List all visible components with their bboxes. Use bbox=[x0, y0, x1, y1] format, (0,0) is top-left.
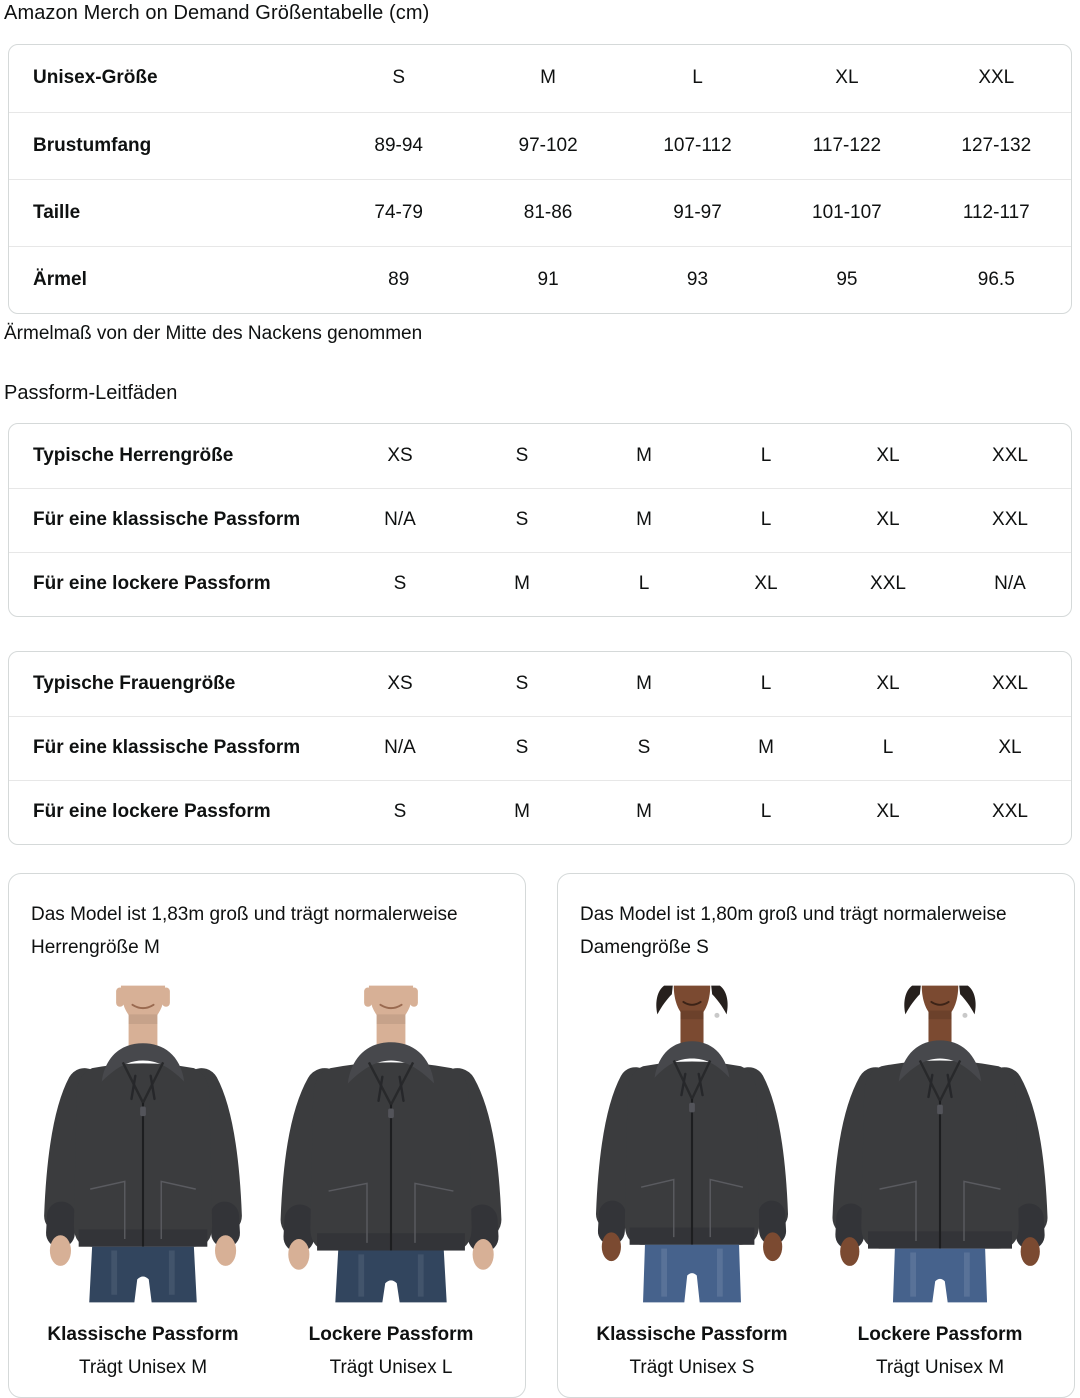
male-model-card bbox=[8, 873, 526, 1398]
table-row bbox=[9, 780, 1071, 844]
male-classic-illustration bbox=[23, 979, 263, 1309]
measure-value: 93 bbox=[686, 268, 709, 290]
fit-value: L bbox=[760, 509, 772, 531]
row-label: Brustumfang bbox=[33, 134, 152, 156]
photo-caption bbox=[572, 1323, 812, 1380]
sleeve-footnote: Ärmelmaß von der Mitte des Nackens genommen bbox=[4, 323, 423, 344]
fit-size: Trägt Unisex S bbox=[629, 1356, 755, 1378]
fit-guides-heading: Passform-Leitfäden bbox=[4, 382, 178, 404]
row-label: Typische Herrengröße bbox=[33, 444, 234, 466]
model-jeans bbox=[335, 1251, 446, 1303]
model-description: Das Model ist 1,80m groß und trägt normalerweise Damengröße S bbox=[580, 904, 1007, 958]
fit-value: XL bbox=[876, 509, 900, 531]
fit-value: XXL bbox=[992, 444, 1028, 466]
measure-value: 89 bbox=[388, 268, 410, 290]
photo-row bbox=[572, 979, 1060, 1309]
fit-value: XL bbox=[754, 573, 778, 595]
female-classic-illustration bbox=[572, 979, 812, 1309]
female-loose-illustration bbox=[820, 979, 1060, 1309]
fit-value: XS bbox=[387, 672, 413, 694]
fit-value: XL bbox=[876, 672, 900, 694]
fit-value: XL bbox=[876, 444, 900, 466]
fit-value: L bbox=[760, 672, 772, 694]
fit-value: M bbox=[636, 672, 652, 694]
row-label: Für eine klassische Passform bbox=[33, 509, 301, 531]
model-hoodie bbox=[50, 1043, 236, 1266]
fit-value: M bbox=[636, 444, 652, 466]
fit-value: XL bbox=[998, 737, 1022, 759]
fit-value: S bbox=[393, 801, 407, 823]
row-label: Für eine lockere Passform bbox=[33, 801, 271, 823]
fit-value: S bbox=[637, 737, 651, 759]
photo-caption bbox=[271, 1323, 511, 1380]
caption-row bbox=[23, 1323, 511, 1380]
measure-value: 117-122 bbox=[812, 134, 882, 156]
fit-value: N/A bbox=[994, 573, 1026, 595]
fit-name: Klassische Passform bbox=[596, 1324, 788, 1345]
unisex-size-table bbox=[8, 44, 1072, 314]
model-head bbox=[904, 986, 975, 1046]
fit-value: XXL bbox=[870, 573, 906, 595]
photo-caption bbox=[23, 1323, 263, 1380]
model-photo-male-classic bbox=[23, 979, 263, 1309]
measure-value: 107-112 bbox=[663, 134, 732, 156]
row-label: Für eine klassische Passform bbox=[33, 737, 301, 759]
measure-value: 95 bbox=[836, 268, 858, 290]
measure-value: 89-94 bbox=[374, 134, 423, 156]
table-row bbox=[9, 45, 1071, 112]
row-label: Unisex-Größe bbox=[33, 67, 158, 89]
fit-value: L bbox=[638, 573, 650, 595]
table-row bbox=[9, 652, 1071, 716]
table-row bbox=[9, 179, 1071, 246]
men-fit-table bbox=[8, 423, 1072, 617]
fit-value: L bbox=[882, 737, 894, 759]
size-value: S bbox=[392, 67, 406, 89]
fit-value: L bbox=[760, 444, 772, 466]
row-label: Typische Frauengröße bbox=[33, 672, 236, 694]
fit-value: XS bbox=[387, 444, 413, 466]
table-row bbox=[9, 246, 1071, 313]
fit-value: M bbox=[514, 573, 530, 595]
size-value: XXL bbox=[978, 67, 1015, 89]
model-hoodie bbox=[288, 1042, 493, 1270]
photo-row bbox=[23, 979, 511, 1309]
fit-size: Trägt Unisex L bbox=[329, 1356, 453, 1378]
fit-value: M bbox=[514, 801, 530, 823]
fit-name: Klassische Passform bbox=[47, 1324, 239, 1345]
measure-value: 127-132 bbox=[961, 134, 1032, 156]
table-row bbox=[9, 424, 1071, 488]
model-head bbox=[656, 986, 727, 1046]
model-cards bbox=[8, 873, 1072, 1398]
model-hoodie bbox=[602, 1041, 782, 1261]
fit-value: N/A bbox=[384, 509, 416, 531]
measure-value: 91 bbox=[537, 268, 559, 290]
measure-value: 101-107 bbox=[812, 201, 882, 223]
photo-caption bbox=[820, 1323, 1060, 1380]
measure-value: 112-117 bbox=[962, 201, 1030, 223]
model-head bbox=[116, 986, 170, 1049]
measure-value: 91-97 bbox=[673, 201, 722, 223]
table-row bbox=[9, 112, 1071, 179]
fit-value: XXL bbox=[992, 509, 1028, 531]
model-jeans bbox=[89, 1247, 197, 1303]
size-value: XL bbox=[835, 67, 859, 89]
female-model-card bbox=[557, 873, 1075, 1398]
measure-value: 96.5 bbox=[977, 268, 1015, 290]
model-head bbox=[364, 986, 418, 1049]
fit-name: Lockere Passform bbox=[308, 1324, 474, 1345]
row-label: Taille bbox=[33, 201, 81, 223]
fit-value: XXL bbox=[992, 672, 1028, 694]
fit-value: S bbox=[393, 573, 407, 595]
fit-value: M bbox=[636, 801, 652, 823]
measure-value: 81-86 bbox=[523, 201, 573, 223]
table-row bbox=[9, 716, 1071, 780]
caption-row bbox=[572, 1323, 1060, 1380]
fit-value: N/A bbox=[384, 737, 416, 759]
fit-value: M bbox=[636, 509, 652, 531]
fit-value: M bbox=[758, 737, 774, 759]
fit-size: Trägt Unisex M bbox=[875, 1356, 1005, 1378]
fit-size: Trägt Unisex M bbox=[78, 1356, 208, 1378]
model-description: Das Model ist 1,83m groß und trägt normalerweise Herrengröße M bbox=[31, 904, 458, 958]
model-jeans bbox=[893, 1249, 987, 1303]
model-hoodie bbox=[840, 1040, 1040, 1266]
male-loose-illustration bbox=[271, 979, 511, 1309]
table-row bbox=[9, 552, 1071, 616]
fit-value: S bbox=[515, 672, 529, 694]
table-row bbox=[9, 488, 1071, 552]
page-title: Amazon Merch on Demand Größentabelle (cm) bbox=[4, 2, 430, 24]
size-value: M bbox=[540, 67, 556, 89]
model-photo-female-classic bbox=[572, 979, 812, 1309]
model-jeans bbox=[643, 1245, 741, 1303]
model-photo-male-loose bbox=[271, 979, 511, 1309]
fit-value: XL bbox=[876, 801, 900, 823]
fit-name: Lockere Passform bbox=[857, 1324, 1023, 1345]
fit-value: L bbox=[760, 801, 772, 823]
model-photo-female-loose bbox=[820, 979, 1060, 1309]
fit-value: S bbox=[515, 737, 529, 759]
measure-value: 97-102 bbox=[518, 134, 578, 156]
fit-value: XXL bbox=[992, 801, 1028, 823]
size-value: L bbox=[692, 67, 703, 89]
row-label: Für eine lockere Passform bbox=[33, 573, 271, 595]
women-fit-table bbox=[8, 651, 1072, 845]
measure-value: 74-79 bbox=[374, 201, 423, 223]
row-label: Ärmel bbox=[33, 268, 87, 290]
fit-value: S bbox=[515, 509, 529, 531]
fit-value: S bbox=[515, 444, 529, 466]
